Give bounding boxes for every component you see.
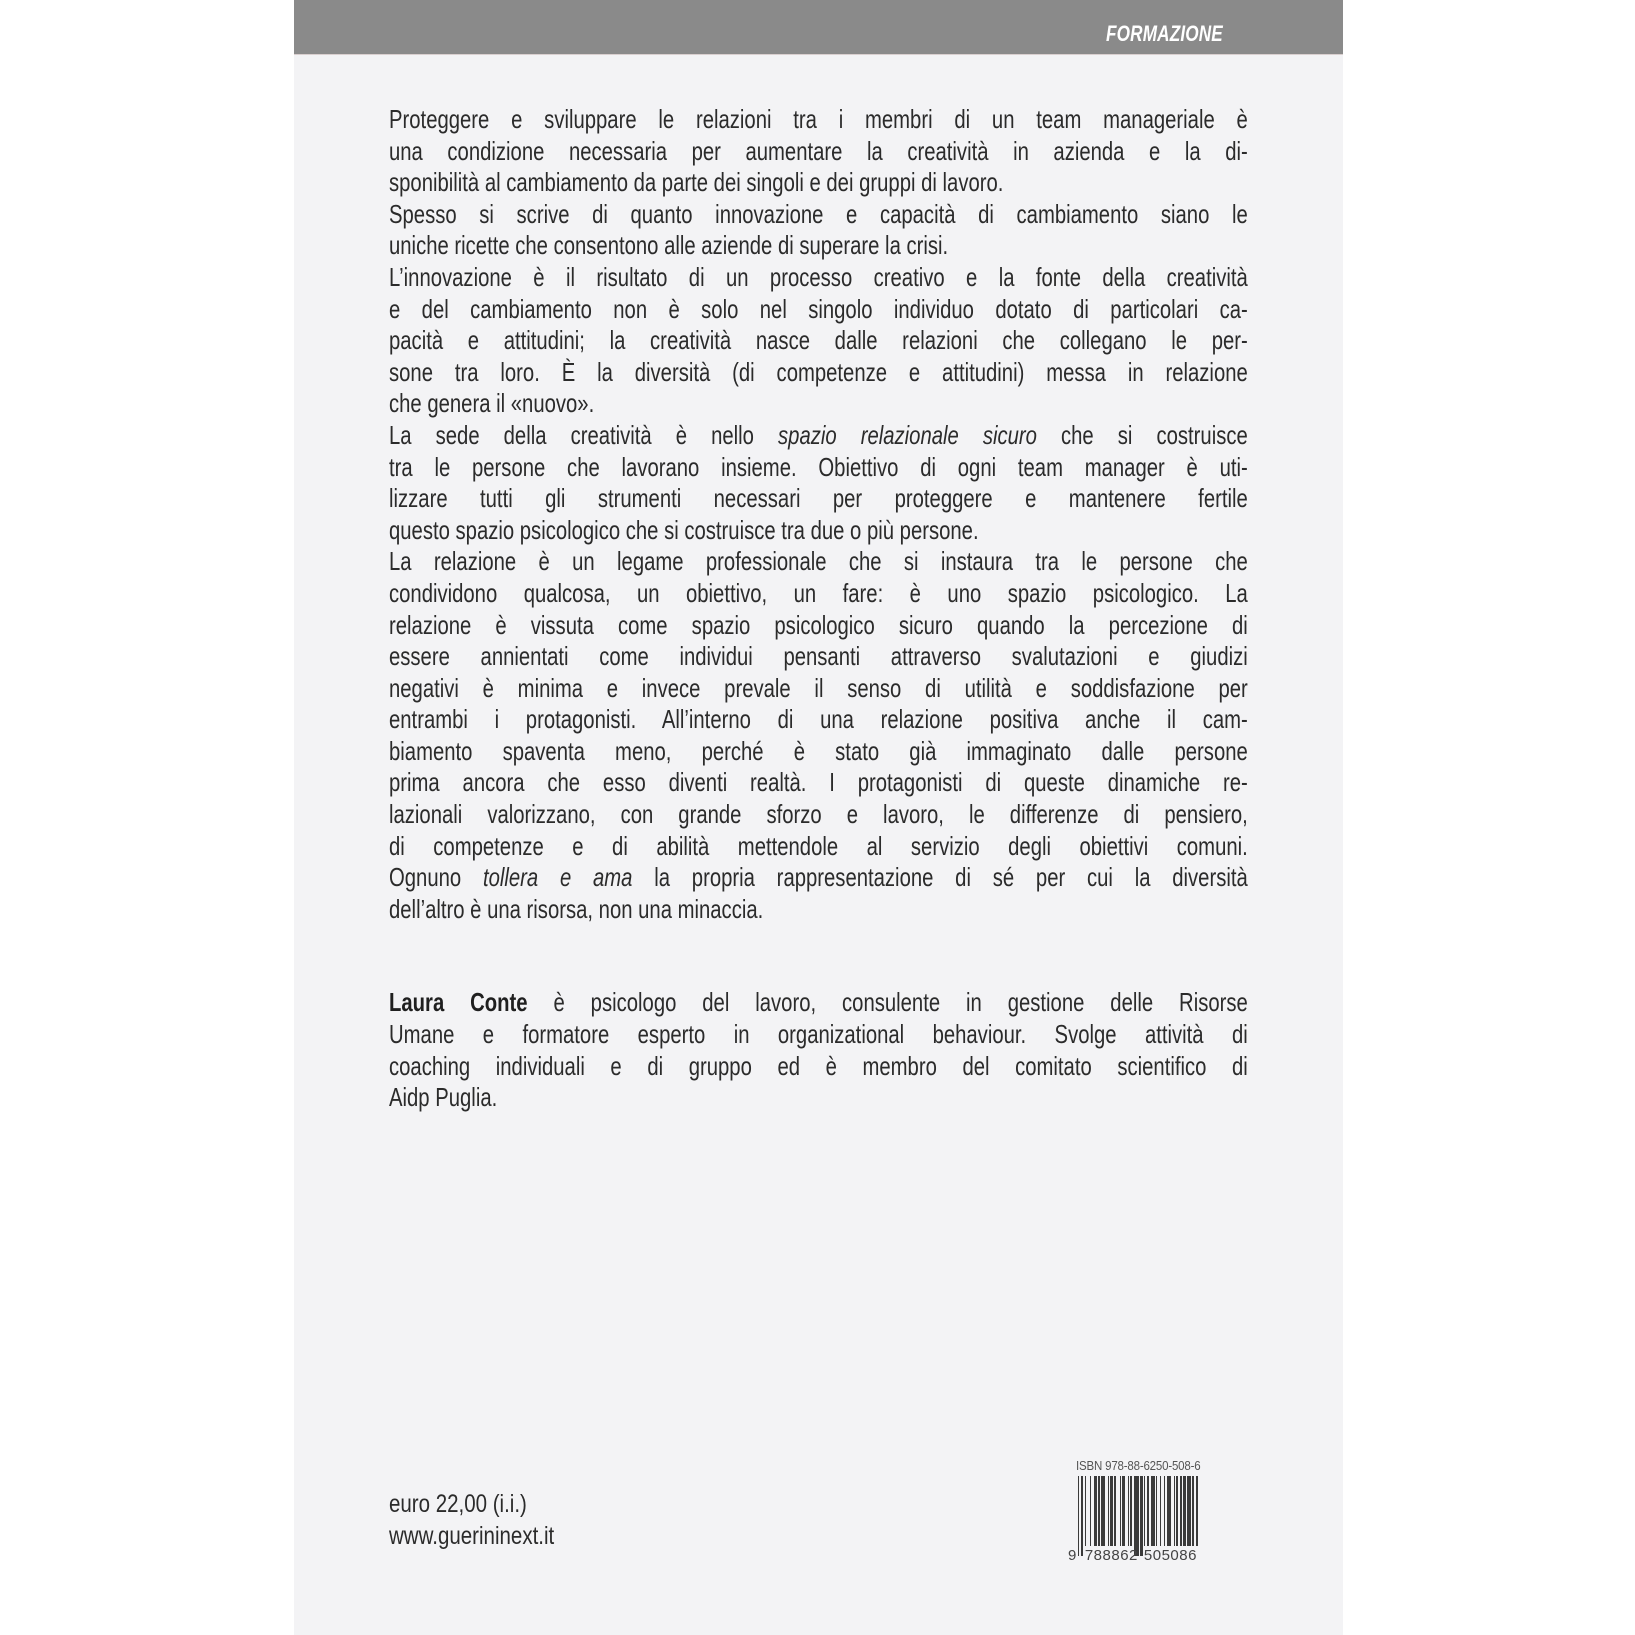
text-line: [389, 325, 1248, 357]
text-segment: essere annientati come individui pensanti attraverso svalutazioni e giudizi: [389, 641, 1248, 672]
text-segment: questo spazio psicologico che si costruisce tra due o più persone.: [389, 514, 979, 545]
text-line: [389, 578, 1248, 610]
text-line-content: [389, 987, 1248, 1019]
text-segment: Spesso si scrive di quanto innovazione e capacità di cambiamento siano le: [389, 198, 1248, 229]
text-segment: e del cambiamento non è solo nel singolo individuo dotato di particolari ca-: [389, 293, 1248, 324]
barcode-digit-first: 9: [1068, 1547, 1077, 1564]
text-line-content: [389, 1082, 1248, 1114]
text-segment: entrambi i protagonisti. All’interno di una relazione positiva anche il cam-: [389, 704, 1248, 735]
text-segment: prima ancora che esso diventi realtà. I protagonisti di queste dinamiche re-: [389, 767, 1248, 798]
text-segment: lizzare tutti gli strumenti necessari per proteggere e mantenere fertile: [389, 483, 1248, 514]
text-line: [389, 420, 1248, 452]
barcode-digits: [1068, 1547, 1197, 1564]
text-line-content: [389, 641, 1248, 673]
isbn-barcode: [1068, 1459, 1244, 1569]
text-line-content: [389, 167, 1248, 199]
text-line-content: [389, 388, 1248, 420]
text-line: [389, 641, 1248, 673]
text-segment: biamento spaventa meno, perché è stato già immaginato dalle persone: [389, 735, 1248, 766]
text-segment: che genera il «nuovo».: [389, 388, 595, 419]
text-segment: sponibilità al cambiamento da parte dei singoli e dei gruppi di lavoro.: [389, 167, 1004, 198]
text-line-content: [389, 199, 1248, 231]
text-line: [389, 230, 1248, 262]
price-label: euro 22,00 (i.i.): [389, 1490, 527, 1518]
text-segment: è psicologo del lavoro, consulente in gestione delle Risorse: [527, 987, 1248, 1018]
text-line: [389, 736, 1248, 768]
author-bio: [389, 987, 1248, 1113]
text-line-content: [389, 1019, 1248, 1051]
text-segment: che si costruisce: [1036, 419, 1248, 450]
text-segment: dell’altro è una risorsa, non una minaccia.: [389, 893, 764, 924]
text-line: [389, 294, 1248, 326]
text-line: [389, 483, 1248, 515]
text-line-content: [389, 894, 1248, 926]
text-line: [389, 452, 1248, 484]
text-segment: Proteggere e sviluppare le relazioni tra i membri di un team manageriale è: [389, 104, 1248, 134]
text-line: [389, 357, 1248, 389]
text-line: [389, 767, 1248, 799]
text-segment: L’innovazione è il risultato di un processo creativo e la fonte della creatività: [389, 261, 1248, 292]
text-line-content: [389, 546, 1248, 578]
text-line: [389, 610, 1248, 642]
text-segment: la propria rappresentazione di sé per cui la diversità: [632, 862, 1248, 893]
text-line: [389, 831, 1248, 863]
text-line-content: [389, 230, 1248, 262]
text-segment: uniche ricette che consentono alle aziende di superare la crisi.: [389, 230, 949, 261]
section-gap: [389, 925, 1248, 987]
text-line: [389, 136, 1248, 168]
text-line-content: [389, 515, 1248, 547]
italic-phrase: spazio relazionale sicuro: [778, 419, 1037, 450]
price-and-website: [389, 1488, 590, 1552]
text-line-content: [389, 483, 1248, 515]
text-line: [389, 799, 1248, 831]
text-segment: una condizione necessaria per aumentare la creatività in azienda e la di-: [389, 135, 1248, 166]
text-line-content: [389, 578, 1248, 610]
text-line-content: [389, 357, 1248, 389]
barcode-bars: [1078, 1476, 1240, 1554]
text-segment: La relazione è un legame professionale che si instaura tra le persone che: [389, 546, 1248, 577]
text-line: [389, 546, 1248, 578]
text-segment: pacità e attitudini; la creatività nasce dalle relazioni che collegano le per-: [389, 325, 1248, 356]
text-line: [389, 894, 1248, 926]
text-line: [389, 388, 1248, 420]
text-line: [389, 199, 1248, 231]
text-segment: lazionali valorizzano, con grande sforzo e lavoro, le differenze di pensiero,: [389, 799, 1248, 830]
text-line-content: [389, 673, 1248, 705]
text-segment: di competenze e di abilità mettendole al servizio degli obiettivi comuni.: [389, 830, 1248, 861]
text-line-content: [389, 1051, 1248, 1083]
text-line-content: [389, 136, 1248, 168]
top-band: [294, 0, 1343, 55]
text-line-content: [389, 325, 1248, 357]
text-segment: Aidp Puglia.: [389, 1082, 498, 1113]
blurb-text: [389, 104, 1248, 1114]
text-line-content: [389, 862, 1248, 894]
barcode-digits-group2: 505086: [1143, 1547, 1197, 1564]
section-label: FORMAZIONE: [1106, 21, 1223, 46]
isbn-label: ISBN 978-88-6250-508-6: [1076, 1459, 1201, 1473]
text-line-content: [389, 736, 1248, 768]
text-segment: tra le persone che lavorano insieme. Obiettivo di ogni team manager è uti-: [389, 451, 1248, 482]
text-line: [389, 704, 1248, 736]
text-line: [389, 515, 1248, 547]
barcode-bar: [1198, 1476, 1199, 1556]
website-link[interactable]: www.guerininext.it: [389, 1522, 555, 1550]
text-line-content: [389, 610, 1248, 642]
text-line-content: [389, 104, 1248, 136]
text-line: [389, 987, 1248, 1019]
text-line-content: [389, 831, 1248, 863]
author-name: Laura Conte: [389, 987, 528, 1018]
blurb-paragraphs: [389, 104, 1248, 925]
text-line: [389, 1082, 1248, 1114]
text-line: [389, 862, 1248, 894]
text-line-content: [389, 262, 1248, 294]
text-line-content: [389, 452, 1248, 484]
text-line: [389, 673, 1248, 705]
text-line: [389, 262, 1248, 294]
text-line-content: [389, 704, 1248, 736]
text-line-content: [389, 420, 1248, 452]
italic-phrase: tollera e ama: [482, 862, 633, 893]
barcode-digits-group1: 788862: [1084, 1547, 1138, 1564]
text-segment: negativi è minima e invece prevale il senso di utilità e soddisfazione per: [389, 672, 1248, 703]
text-line: [389, 1051, 1248, 1083]
text-segment: relazione è vissuta come spazio psicologico sicuro quando la percezione di: [389, 609, 1248, 640]
text-line-content: [389, 294, 1248, 326]
text-segment: condividono qualcosa, un obiettivo, un fare: è uno spazio psicologico. La: [389, 577, 1248, 608]
text-line: [389, 104, 1248, 136]
text-line: [389, 167, 1248, 199]
book-back-cover: [294, 0, 1343, 1635]
text-line: [389, 1019, 1248, 1051]
text-line-content: [389, 767, 1248, 799]
text-segment: sone tra loro. È la diversità (di competenze e attitudini) messa in relazione: [389, 356, 1248, 387]
text-segment: Ognuno: [389, 862, 483, 893]
text-segment: Umane e formatore esperto in organizational behaviour. Svolge attività di: [389, 1019, 1248, 1050]
text-segment: coaching individuali e di gruppo ed è membro del comitato scientifico di: [389, 1050, 1248, 1081]
text-segment: La sede della creatività è nello: [389, 419, 779, 450]
text-line-content: [389, 799, 1248, 831]
